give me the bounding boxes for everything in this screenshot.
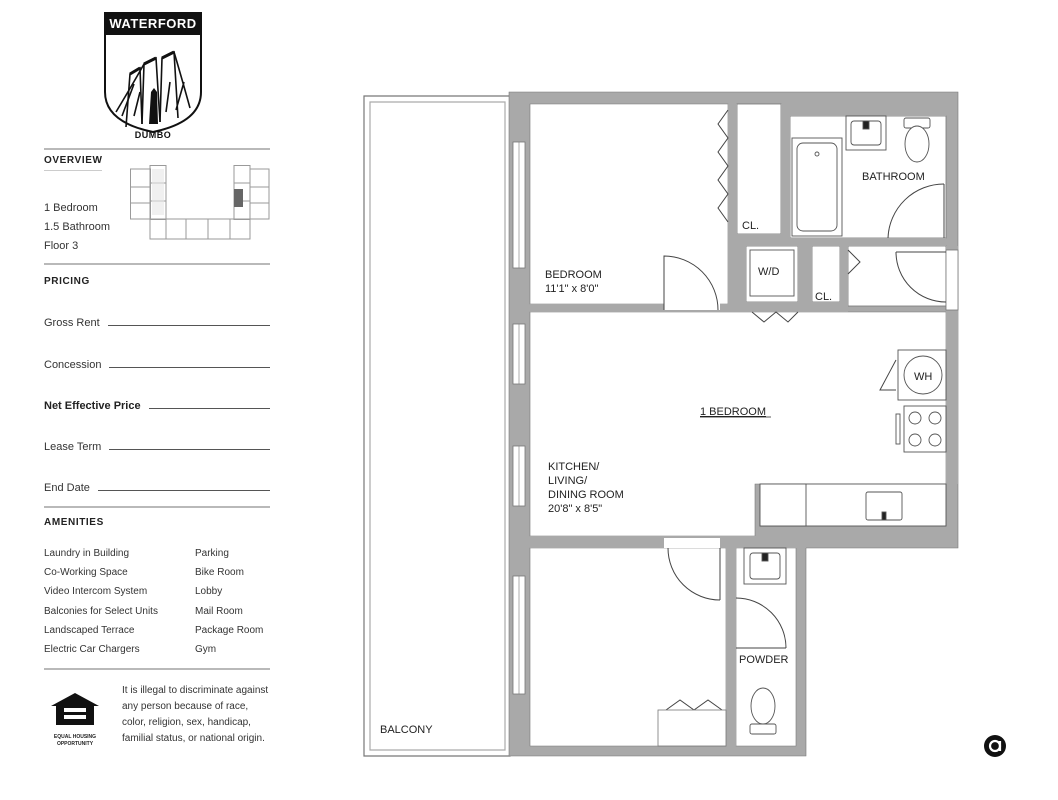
bathroom-sink <box>846 116 886 150</box>
pricing-heading: PRICING <box>44 276 90 287</box>
amenity-item: Laundry in Building <box>44 548 130 559</box>
toilet <box>904 118 930 162</box>
amenity-item: Gym <box>195 644 217 655</box>
gross-rent-label: Gross Rent <box>44 317 100 329</box>
amenities-heading: AMENITIES <box>44 517 104 528</box>
lease-term-label: Lease Term <box>44 441 102 453</box>
amenity-item: Balconies for Select Units <box>44 606 158 617</box>
stove <box>896 406 946 452</box>
amenity-item: Bike Room <box>195 567 244 578</box>
bathtub <box>792 138 842 236</box>
kitchen-counter <box>760 484 946 526</box>
bathroom-label: BATHROOM <box>862 171 925 183</box>
kitchen-label-1: KITCHEN/ <box>548 461 600 473</box>
bedroom-dimensions: 11'1" x 8'0" <box>545 283 599 295</box>
amenity-item: Landscaped Terrace <box>44 625 135 636</box>
closet-label: CL. <box>742 220 760 232</box>
overview-bathrooms: 1.5 Bathroom <box>44 221 111 233</box>
equal-housing-text-1: EQUAL HOUSING <box>53 734 97 740</box>
washer-dryer-label: W/D <box>758 266 780 278</box>
overview-floor: Floor 3 <box>44 240 79 252</box>
kitchen-label-3: DINING ROOM <box>548 489 624 501</box>
balcony-label: BALCONY <box>380 724 433 736</box>
kitchen-label-2: LIVING/ <box>548 475 588 487</box>
kitchen-dimensions: 20'8" x 8'5" <box>548 503 603 515</box>
brand-location: DUMBO <box>134 130 172 140</box>
amenity-item: Co-Working Space <box>44 567 128 578</box>
water-heater-label: WH <box>914 371 933 383</box>
end-date-label: End Date <box>44 482 90 494</box>
brand-mark-icon <box>983 734 1007 758</box>
powder-fixtures <box>744 548 786 734</box>
brand-name: WATERFORD <box>109 16 197 31</box>
overview-heading: OVERVIEW <box>44 155 103 166</box>
concession-label: Concession <box>44 359 102 371</box>
closet-label: CL. <box>815 291 833 303</box>
fair-housing-notice: It is illegal to discriminate against any person because of race, color, religion, sex, handicap, familial status, or national origin. <box>122 685 269 744</box>
amenity-item: Lobby <box>195 586 223 597</box>
unit-label: 1 BEDROOM <box>700 406 767 418</box>
amenity-item: Package Room <box>195 625 264 636</box>
amenity-item: Mail Room <box>195 606 243 617</box>
equal-housing-text-2: OPPORTUNITY <box>56 741 94 747</box>
amenity-item: Video Intercom System <box>44 586 148 597</box>
net-effective-price-label: Net Effective Price <box>44 400 141 412</box>
amenity-item: Parking <box>195 548 229 559</box>
overview-bedrooms: 1 Bedroom <box>44 202 98 214</box>
amenity-item: Electric Car Chargers <box>44 644 140 655</box>
powder-label: POWDER <box>739 654 789 666</box>
bedroom-label: BEDROOM <box>545 269 602 281</box>
balcony-outline <box>364 96 510 756</box>
